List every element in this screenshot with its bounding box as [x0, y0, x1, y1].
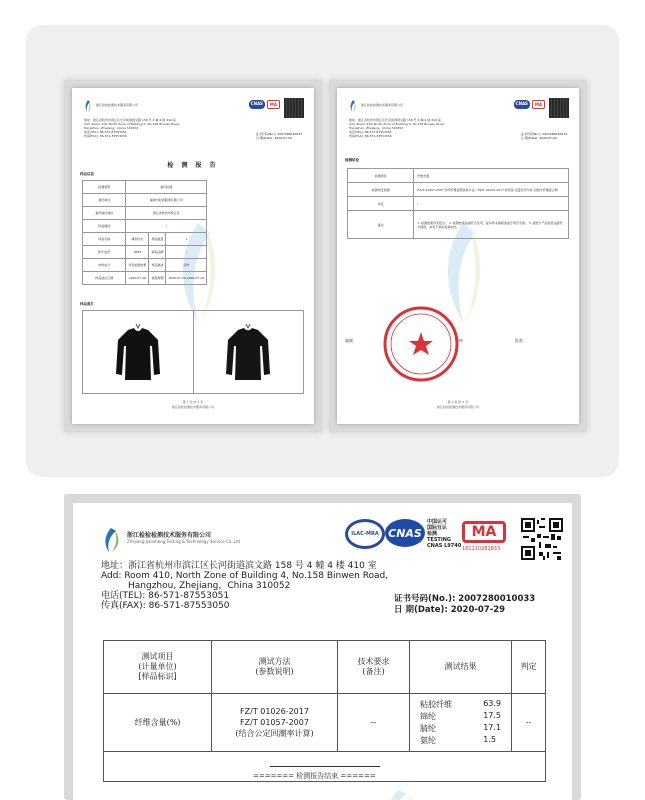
cell: 样品送达日期 — [83, 272, 126, 285]
report-title: 检 测 报 告 — [167, 162, 219, 169]
cell: 详见检测结果 — [126, 259, 149, 272]
footer-company: 浙江检检检测技术服务有限公司 — [171, 405, 214, 409]
header-line: 技术要求 — [357, 657, 390, 666]
sign-approve-label: 批准： — [515, 338, 527, 343]
certificate-number: 证书号码(No.): 2007280010033 — [394, 594, 536, 604]
fiber-value: 17.5 — [483, 711, 501, 720]
fiber-value: 63.9 — [483, 699, 501, 708]
header-line: 测试方法 — [258, 657, 291, 666]
cell: 款号/货号 — [83, 246, 126, 259]
address-en-2: Hangzhou, Zhejiang，China 310052 — [84, 126, 139, 130]
table-row — [104, 694, 546, 752]
cell: 检测判定依据 — [348, 183, 414, 197]
fax: 传真(FAX): 86-571-87553050 — [84, 134, 127, 138]
header-line: (备注) — [362, 667, 385, 676]
cnas-text-line: CNAS L9740 — [427, 543, 462, 549]
sign-compiled-label: 编制： — [345, 338, 357, 343]
report-page-2 — [337, 88, 579, 424]
cnas-badge: CNAS — [249, 100, 265, 109]
cell: 样品数量 — [149, 233, 166, 246]
table-row — [348, 197, 569, 211]
table-row — [83, 207, 207, 220]
table-row — [348, 169, 569, 183]
certificate-info — [394, 594, 535, 616]
table-row — [83, 194, 207, 207]
page-number: 第 1 页/共 2 页 — [182, 400, 204, 404]
sweater-icon — [114, 322, 162, 382]
certificate-date: 日 期(Date): 2020-07-29 — [520, 136, 557, 140]
cell: 检测周期 — [149, 272, 166, 285]
address-en-2: Hangzhou, Zhejiang，China 310052 — [128, 581, 291, 591]
cell: 1 — [166, 233, 207, 246]
page-footer — [337, 400, 579, 410]
company-name: 浙江检检检测技术服务有限公司 — [361, 103, 404, 107]
footer-company: 浙江检检检测技术服务有限公司 — [436, 405, 479, 409]
cell: 薄款内衣 — [126, 233, 149, 246]
tel: 电话(TEL): 86-571-87553051 — [349, 130, 392, 134]
method-line: FZ/T 01057-2007 — [240, 718, 309, 727]
company-name-en: Zhejiang Jiancheng Testing & Technology Service Co.,Ltd — [127, 539, 241, 544]
sample-photos — [82, 310, 304, 394]
company-logo-icon — [84, 100, 92, 112]
section-conclusion: 检测结论 — [345, 158, 359, 162]
cnas-text-line: TESTING — [427, 537, 451, 543]
tel: 电话(TEL): 86-571-87553051 — [101, 591, 230, 601]
tel: 电话(TEL): 86-571-87553051 — [84, 130, 127, 134]
header-judgement: 判定 — [512, 641, 546, 694]
cell-item: 纤维含量(%) — [104, 694, 212, 752]
table-row — [348, 211, 569, 239]
table-row — [83, 181, 207, 194]
cell: 见样 — [166, 259, 207, 272]
cell: 纤维含量 — [414, 169, 569, 183]
header-line: (计量单位) — [138, 662, 177, 671]
fiber-name: 氨纶 — [420, 736, 436, 745]
ilac-mra-badge: ILAC-MRA — [345, 519, 385, 549]
address-en-1: Add: Room 410, North Zone of Building 4, No.158 Binwen Road, — [101, 571, 389, 581]
cell: 委托单位地址 — [83, 207, 126, 220]
cell: 样品描述 — [83, 220, 126, 233]
ma-badge: MA — [462, 521, 506, 543]
fiber-value: 1.5 — [483, 735, 496, 744]
address-cn: 地址：浙江省杭州市滨江区长河街道滨文路 158 号 4 幢 4 楼 410 室 — [101, 561, 377, 571]
address-block — [101, 561, 388, 611]
header-result: 测试结果 — [410, 641, 512, 694]
address-cn: 地址：浙江省杭州市滨江区长河街道滨文路 158 号 4 幢 4 楼 410 室 — [349, 118, 441, 122]
cell: 福建市时尚服饰有限公司 — [126, 194, 207, 207]
ma-number: 181110281833 — [462, 546, 501, 552]
table-row — [348, 183, 569, 197]
cell: 检测类型 — [83, 181, 126, 194]
fiber-results — [410, 699, 511, 746]
divider — [270, 766, 380, 767]
certificate-date: 日 期(Date): 2020-07-29 — [394, 605, 506, 615]
address-en-1: Add: Room 410, North Zone of Building 4, No.158 Binwen Road, — [349, 122, 445, 126]
sign-review-label: 审核： — [455, 338, 467, 343]
cell: 商标品牌 — [149, 246, 166, 259]
conclusion-table — [347, 168, 569, 239]
ma-badge: MA — [532, 100, 545, 109]
header-test-item — [104, 641, 212, 694]
page-footer — [72, 400, 314, 410]
table-row — [83, 220, 207, 233]
table-header-row — [104, 641, 546, 694]
report-page-2-thumbnail[interactable] — [329, 80, 587, 432]
fiber-name: 锦纶 — [420, 712, 436, 721]
company-logo-icon — [102, 527, 122, 553]
address-en-1: Add: Room 410, North Zone of Building 4, No.158 Binwen Road, — [84, 122, 180, 126]
address-en-2: Hangzhou, Zhejiang，China 310052 — [349, 126, 404, 130]
header-line: [样品标识] — [138, 672, 177, 681]
cell: 样品描述 — [149, 259, 166, 272]
cnas-badge: CNAS — [514, 100, 530, 109]
cnas-accreditation-text — [427, 519, 461, 549]
cell: 委托检测 — [126, 181, 207, 194]
cell: 2020-07-28 — [126, 272, 149, 285]
certificate-date: 日 期(Date): 2020-07-29 — [255, 136, 292, 140]
cell-judgement: -- — [512, 694, 546, 752]
report-detail-view — [64, 494, 581, 800]
table-row — [83, 259, 207, 272]
cell: 6858 — [126, 246, 149, 259]
sample-info-table — [82, 180, 207, 285]
table-row — [83, 233, 207, 246]
watermark-logo-icon — [373, 788, 433, 800]
header-test-method — [212, 641, 338, 694]
section-sample-photos: 样品照片 — [80, 302, 94, 306]
header-requirement — [338, 641, 410, 694]
cell: 备注 — [348, 211, 414, 239]
report-end-line: ======= 检测报告结束 ====== — [253, 772, 376, 780]
cell: / — [126, 220, 207, 233]
cell-requirement: -- — [338, 694, 410, 752]
certificate-number: 证书号码(No.): 2007280010033 — [520, 132, 567, 136]
method-line: (结合公定回潮率计算) — [235, 729, 314, 738]
section-sample-info: 样品信息 — [80, 172, 94, 176]
ma-badge: MA — [267, 100, 280, 109]
test-result-table — [103, 640, 546, 782]
fax: 传真(FAX): 86-571-87553050 — [101, 601, 230, 611]
photo-back — [194, 311, 304, 393]
cnas-text-line: 检测 — [427, 531, 438, 537]
cell: 判定 — [348, 197, 414, 211]
fiber-name: 粘胶纤维 — [420, 700, 452, 709]
fiber-value: 17.1 — [483, 723, 501, 732]
official-stamp-icon — [381, 304, 461, 384]
cell-method — [212, 694, 338, 752]
page-number: 第 2 页/共 2 页 — [447, 400, 469, 404]
table-row — [83, 246, 207, 259]
fiber-name: 腈纶 — [420, 724, 436, 733]
cell: 1. 检测结果详见报告。 2. 检测结果由委托方负责，复印件未重新加盖专用章无效。 3. 委托方产品信息由委托方提供，本司不承担其真实性。 — [414, 211, 569, 239]
cell: 材料成分 — [83, 259, 126, 272]
certificate-info — [256, 132, 302, 140]
qr-code-icon — [284, 98, 304, 118]
address-cn: 地址：浙江省杭州市滨江区长河街道滨文路 158 号 4 幢 4 楼 410 室 — [84, 118, 176, 122]
certificate-info — [521, 132, 567, 140]
photo-front — [83, 311, 194, 393]
cell-results — [410, 694, 512, 752]
report-page-1 — [72, 88, 314, 424]
cell: 2020-07-28-2020-07-29 — [166, 272, 207, 285]
cell: FZ/T 01057-2007 纺织纤维鉴别试验方法；FZ/T 01026-2017 纺织品 定量化学分析 四组分纤维混合物 — [414, 183, 569, 197]
cnas-badge: CNAS — [385, 519, 425, 547]
cell: / — [414, 197, 569, 211]
report-page-1-thumbnail[interactable] — [64, 80, 322, 432]
cnas-text-line: 中国认可 — [427, 519, 448, 525]
company-logo-icon — [349, 100, 357, 112]
cell: 浙江省杭州市滨江区 — [126, 207, 207, 220]
sweater-icon — [224, 322, 272, 382]
certificate-number: 证书号码(No.): 2007280010033 — [255, 132, 302, 136]
address-block — [84, 118, 214, 138]
cnas-text-line: 国际互认 — [427, 525, 448, 531]
cell: / — [166, 246, 207, 259]
fax: 传真(FAX): 86-571-87553050 — [349, 134, 392, 138]
cell: 检测项目 — [348, 169, 414, 183]
header-line: 测试项目 — [141, 652, 174, 661]
cell: 样品名称 — [83, 233, 126, 246]
method-line: FZ/T 01026-2017 — [240, 707, 309, 716]
cell: 委托单位 — [83, 194, 126, 207]
qr-code-icon — [521, 518, 563, 560]
company-name: 浙江检检检测技术服务有限公司 — [127, 532, 212, 539]
address-block — [349, 118, 479, 138]
header-line: (参数说明) — [255, 667, 294, 676]
table-row — [83, 272, 207, 285]
report-detail-page — [73, 503, 572, 800]
company-name: 浙江检检检测技术服务有限公司 — [96, 103, 139, 107]
qr-code-icon — [549, 98, 569, 118]
